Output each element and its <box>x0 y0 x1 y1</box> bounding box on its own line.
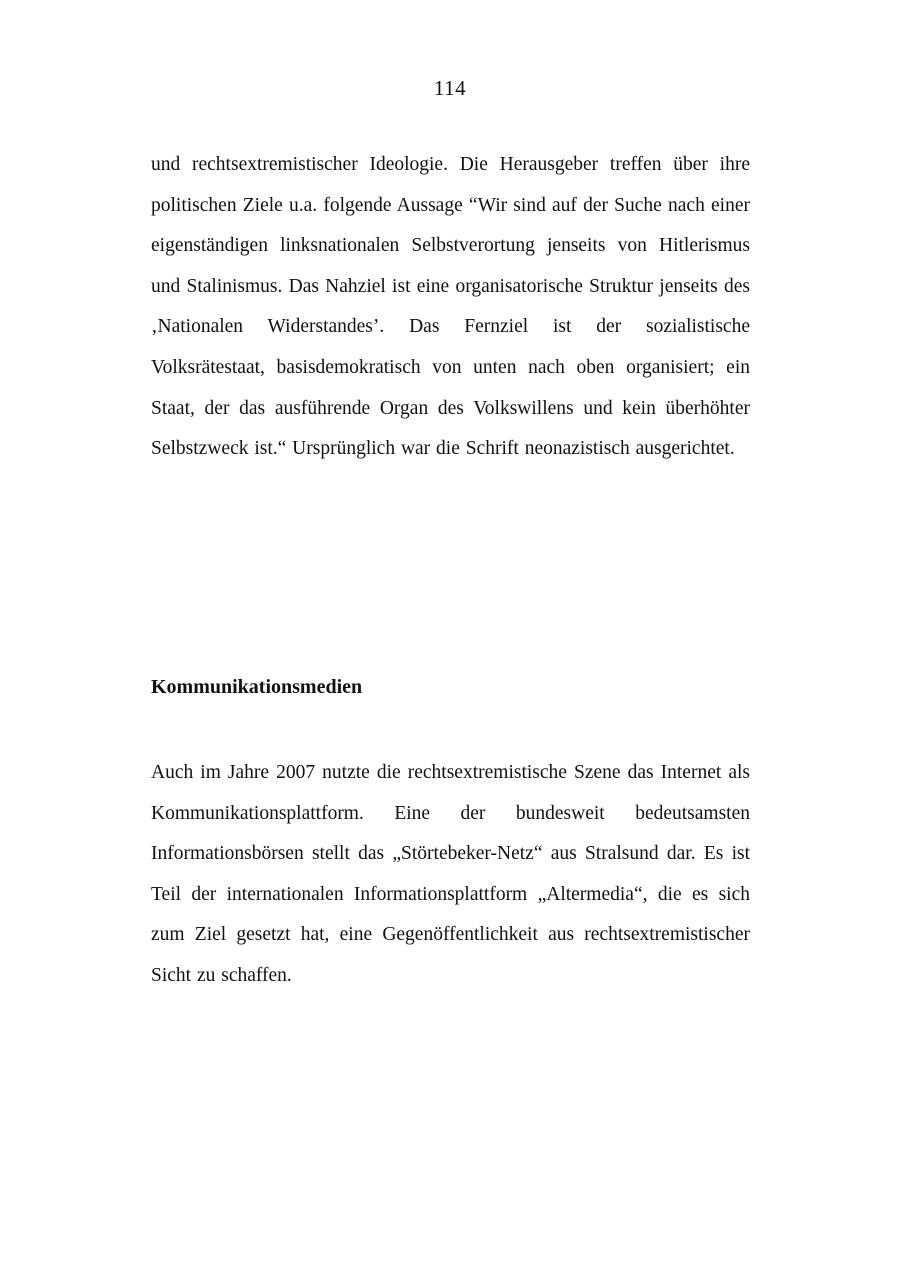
section-heading: Kommunikationsmedien <box>151 676 363 698</box>
body-paragraph-1: und rechtsextremistischer Ideologie. Die Herausgeber treffen über ihre politischen Ziele u.a. folgende Aussage “Wir sind auf der Suche nach einer eigenständigen linksnationalen Selbstverortung jenseits von Hitlerismus und Stalinismus. Das Nahziel ist eine organisatorische Struktur jenseits des ‚Nationalen Widerstandes’. Das Fernziel ist der sozialistische Volksrätestaat, basisdemokratisch von unten nach oben organisiert; ein Staat, der das ausführende Organ des Volkswillens und kein überhöhter Selbstzweck ist.“ Ursprünglich war die Schrift neonazistisch ausgerichtet. <box>151 154 750 460</box>
page-number: 114 <box>433 76 467 100</box>
body-paragraph-2: Auch im Jahre 2007 nutzte die rechtsextremistische Szene das Internet als Kommunikationsplattform. Eine der bundesweit bedeutsamsten Informationsbörsen stellt das „Störtebeker-Netz“ aus Stralsund dar. Es ist Teil der internationalen Informationsplattform „Altermedia“, die es sich zum Ziel gesetzt hat, eine Gegenöffentlichkeit aus rechtsextremistischer Sicht zu schaffen. <box>151 762 750 986</box>
